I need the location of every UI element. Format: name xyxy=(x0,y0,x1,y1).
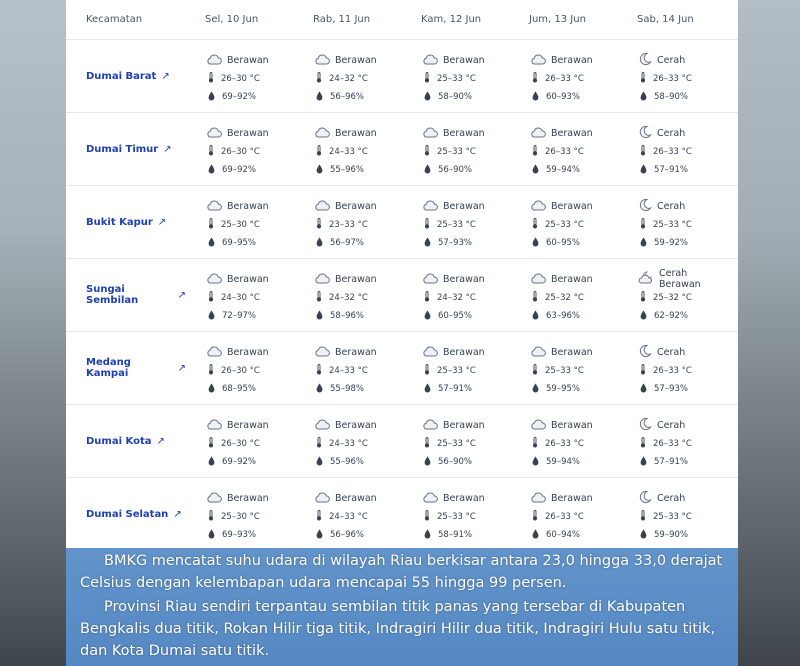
forecast-cell xyxy=(618,113,726,185)
temperature-range: 26–33 °C xyxy=(653,147,692,157)
cloud-icon xyxy=(530,126,546,141)
cloud-icon xyxy=(422,345,438,360)
humidity-drop-icon xyxy=(208,91,215,104)
forecast-cell xyxy=(510,40,618,112)
thermometer-icon xyxy=(640,364,646,378)
forecast-cell xyxy=(402,40,510,112)
humidity-range: 60–94% xyxy=(546,530,580,540)
external-link-icon[interactable]: ↗ xyxy=(173,509,182,520)
forecast-cell xyxy=(294,40,402,112)
weather-condition: Berawan xyxy=(335,54,377,66)
forecast-cell xyxy=(618,186,726,258)
humidity-range: 60–93% xyxy=(546,92,580,102)
cloud-icon xyxy=(314,345,330,360)
weather-condition: Berawan xyxy=(551,127,593,139)
forecast-cell xyxy=(618,405,726,477)
cloud-icon xyxy=(314,126,330,141)
column-header-day: Kam, 12 Jun xyxy=(421,14,482,25)
moon-icon xyxy=(638,198,652,215)
humidity-drop-icon xyxy=(208,456,215,469)
thermometer-icon xyxy=(316,72,322,86)
thermometer-icon xyxy=(532,510,538,524)
weather-condition: Berawan xyxy=(551,492,593,504)
forecast-cell xyxy=(402,186,510,258)
weather-condition: Berawan xyxy=(443,200,485,212)
cloud-icon xyxy=(206,272,222,287)
cloud-icon xyxy=(530,272,546,287)
weather-condition: Cerah xyxy=(657,346,686,358)
humidity-drop-icon xyxy=(316,310,323,323)
cloud-icon xyxy=(206,199,222,214)
weather-condition: Cerah xyxy=(657,419,686,431)
cloud-icon xyxy=(422,418,438,433)
humidity-drop-icon xyxy=(316,237,323,250)
background-photo-left xyxy=(0,0,66,666)
external-link-icon[interactable]: ↗ xyxy=(177,362,186,374)
weather-condition: Berawan xyxy=(551,200,593,212)
weather-condition: Berawan xyxy=(335,346,377,358)
forecast-cell xyxy=(294,259,402,331)
thermometer-icon xyxy=(424,72,430,86)
district-name[interactable]: Medang Kampai xyxy=(86,357,131,379)
district-link[interactable] xyxy=(66,186,186,258)
humidity-range: 69–92% xyxy=(222,165,256,175)
humidity-range: 59–92% xyxy=(654,238,688,248)
district-name[interactable]: Dumai Selatan xyxy=(86,509,169,520)
temperature-range: 26–30 °C xyxy=(221,147,260,157)
temperature-range: 25–33 °C xyxy=(437,74,476,84)
humidity-drop-icon xyxy=(640,237,647,250)
temperature-range: 25–32 °C xyxy=(653,293,692,303)
thermometer-icon xyxy=(424,364,430,378)
thermometer-icon xyxy=(532,291,538,305)
district-link[interactable] xyxy=(66,478,186,551)
humidity-range: 57–93% xyxy=(438,238,472,248)
cloud-icon xyxy=(422,491,438,506)
humidity-drop-icon xyxy=(316,164,323,177)
weather-condition: Berawan xyxy=(443,419,485,431)
humidity-drop-icon xyxy=(532,237,539,250)
thermometer-icon xyxy=(316,510,322,524)
temperature-range: 24–33 °C xyxy=(329,512,368,522)
table-row xyxy=(66,405,738,478)
humidity-drop-icon xyxy=(424,310,431,323)
weather-condition: Berawan xyxy=(551,273,593,285)
cloud-icon xyxy=(530,418,546,433)
column-header-day: Sab, 14 Jun xyxy=(637,14,694,25)
cloud-icon xyxy=(530,491,546,506)
humidity-range: 58–91% xyxy=(438,530,472,540)
cloud-icon xyxy=(206,345,222,360)
humidity-drop-icon xyxy=(208,310,215,323)
humidity-range: 58–90% xyxy=(654,92,688,102)
table-body xyxy=(66,40,738,551)
forecast-cell xyxy=(510,332,618,404)
weather-condition: Berawan xyxy=(443,492,485,504)
forecast-cell xyxy=(294,332,402,404)
cloud-icon xyxy=(530,345,546,360)
thermometer-icon xyxy=(316,218,322,232)
weather-condition: Berawan xyxy=(335,273,377,285)
humidity-range: 59–94% xyxy=(546,165,580,175)
thermometer-icon xyxy=(316,437,322,451)
weather-condition: Berawan xyxy=(551,346,593,358)
humidity-drop-icon xyxy=(208,164,215,177)
humidity-drop-icon xyxy=(532,310,539,323)
external-link-icon[interactable]: ↗ xyxy=(161,70,170,82)
humidity-drop-icon xyxy=(640,529,647,542)
forecast-cell xyxy=(186,332,294,404)
district-name[interactable]: Sungai Sembilan xyxy=(86,284,139,306)
forecast-cell xyxy=(402,332,510,404)
humidity-drop-icon xyxy=(316,456,323,469)
temperature-range: 25–33 °C xyxy=(437,366,476,376)
column-header-day: Jum, 13 Jun xyxy=(529,14,586,25)
temperature-range: 26–33 °C xyxy=(545,74,584,84)
humidity-drop-icon xyxy=(532,91,539,104)
weather-condition: Berawan xyxy=(443,273,485,285)
humidity-range: 59–90% xyxy=(654,530,688,540)
weather-condition: Berawan xyxy=(227,200,269,212)
cloud-icon xyxy=(314,53,330,68)
cloud-icon xyxy=(422,199,438,214)
district-link[interactable] xyxy=(66,332,186,404)
weather-condition: Berawan xyxy=(227,492,269,504)
humidity-range: 58–90% xyxy=(438,92,472,102)
weather-condition: Berawan xyxy=(443,54,485,66)
humidity-range: 60–95% xyxy=(438,311,472,321)
humidity-drop-icon xyxy=(640,310,647,323)
humidity-drop-icon xyxy=(640,91,647,104)
humidity-drop-icon xyxy=(316,383,323,396)
forecast-cell xyxy=(510,186,618,258)
district-link[interactable] xyxy=(66,259,186,331)
thermometer-icon xyxy=(424,145,430,159)
temperature-range: 26–30 °C xyxy=(221,74,260,84)
thermometer-icon xyxy=(316,291,322,305)
temperature-range: 26–30 °C xyxy=(221,366,260,376)
humidity-range: 68–95% xyxy=(222,384,256,394)
humidity-drop-icon xyxy=(424,237,431,250)
district-name[interactable]: Dumai Kota xyxy=(86,435,152,447)
humidity-range: 56–96% xyxy=(330,92,364,102)
thermometer-icon xyxy=(208,510,214,524)
table-row xyxy=(66,259,738,332)
external-link-icon[interactable]: ↗ xyxy=(163,143,172,155)
cloud-icon xyxy=(206,491,222,506)
humidity-range: 58–96% xyxy=(330,311,364,321)
thermometer-icon xyxy=(208,145,214,159)
humidity-range: 60–95% xyxy=(546,238,580,248)
forecast-cell xyxy=(294,113,402,185)
temperature-range: 26–33 °C xyxy=(653,366,692,376)
humidity-drop-icon xyxy=(532,383,539,396)
humidity-drop-icon xyxy=(424,91,431,104)
weather-condition: Berawan xyxy=(227,346,269,358)
moon-icon xyxy=(638,417,652,434)
humidity-range: 69–93% xyxy=(222,530,256,540)
thermometer-icon xyxy=(316,145,322,159)
cloud-moon-icon xyxy=(638,271,654,287)
humidity-range: 56–96% xyxy=(330,530,364,540)
thermometer-icon xyxy=(424,218,430,232)
column-header-kecamatan: Kecamatan xyxy=(86,14,143,25)
humidity-range: 56–90% xyxy=(438,457,472,467)
humidity-range: 63–96% xyxy=(546,311,580,321)
forecast-cell xyxy=(402,113,510,185)
forecast-cell xyxy=(186,405,294,477)
forecast-cell xyxy=(294,478,402,551)
caption-paragraph-2 xyxy=(66,596,738,662)
temperature-range: 25–33 °C xyxy=(653,512,692,522)
humidity-range: 69–92% xyxy=(222,92,256,102)
humidity-range: 59–94% xyxy=(546,457,580,467)
caption-text-2: Provinsi Riau sendiri terpantau sembilan titik panas yang tersebar di Kabupaten Bengkalis dua titik, Rokan Hilir tiga titik, Indragiri Hilir dua titik, Indragiri Hulu satu titik, dan Kota Dumai satu titik. xyxy=(80,599,716,659)
thermometer-icon xyxy=(316,364,322,378)
caption-text-1: BMKG mencatat suhu udara di wilayah Riau berkisar antara 23,0 hingga 33,0 derajat Celsius dengan kelembapan udara mencapai 55 hingga 99 persen. xyxy=(80,553,723,591)
humidity-range: 59–95% xyxy=(546,384,580,394)
cloud-icon xyxy=(422,126,438,141)
caption-paragraph-1 xyxy=(66,550,738,594)
cloud-icon xyxy=(206,53,222,68)
humidity-drop-icon xyxy=(532,164,539,177)
humidity-drop-icon xyxy=(208,237,215,250)
humidity-range: 69–92% xyxy=(222,457,256,467)
weather-condition: Berawan xyxy=(443,346,485,358)
table-row xyxy=(66,113,738,186)
humidity-drop-icon xyxy=(424,383,431,396)
weather-condition: Cerah xyxy=(657,200,686,212)
temperature-range: 26–33 °C xyxy=(545,147,584,157)
humidity-drop-icon xyxy=(316,91,323,104)
cloud-icon xyxy=(314,491,330,506)
temperature-range: 24–33 °C xyxy=(329,147,368,157)
weather-condition: Berawan xyxy=(335,492,377,504)
district-name[interactable]: Dumai Timur xyxy=(86,143,159,155)
thermometer-icon xyxy=(532,364,538,378)
humidity-drop-icon xyxy=(640,456,647,469)
humidity-range: 57–91% xyxy=(654,457,688,467)
forecast-cell xyxy=(510,405,618,477)
forecast-cell xyxy=(510,478,618,551)
table-row xyxy=(66,40,738,113)
forecast-cell xyxy=(186,259,294,331)
forecast-cell xyxy=(618,40,726,112)
column-header-day: Sel, 10 Jun xyxy=(205,14,259,25)
humidity-drop-icon xyxy=(424,456,431,469)
humidity-range: 56–97% xyxy=(330,238,364,248)
forecast-cell xyxy=(186,478,294,551)
weather-condition: Cerah Berawan xyxy=(659,268,701,290)
humidity-range: 57–93% xyxy=(654,384,688,394)
moon-icon xyxy=(638,52,652,69)
thermometer-icon xyxy=(532,72,538,86)
weather-condition: Berawan xyxy=(227,127,269,139)
temperature-range: 23–33 °C xyxy=(329,220,368,230)
district-link[interactable] xyxy=(66,40,186,112)
district-link[interactable] xyxy=(66,113,186,185)
weather-condition: Berawan xyxy=(227,273,269,285)
table-row xyxy=(66,186,738,259)
moon-icon xyxy=(638,490,652,507)
humidity-drop-icon xyxy=(532,456,539,469)
forecast-cell xyxy=(510,113,618,185)
cloud-icon xyxy=(314,199,330,214)
humidity-range: 56–90% xyxy=(438,165,472,175)
temperature-range: 26–33 °C xyxy=(653,439,692,449)
moon-icon xyxy=(638,344,652,361)
forecast-cell xyxy=(618,478,726,551)
temperature-range: 24–32 °C xyxy=(329,74,368,84)
weather-condition: Berawan xyxy=(335,200,377,212)
district-name[interactable]: Bukit Kapur xyxy=(86,216,153,228)
thermometer-icon xyxy=(532,145,538,159)
temperature-range: 25–33 °C xyxy=(437,439,476,449)
thermometer-icon xyxy=(640,510,646,524)
thermometer-icon xyxy=(640,437,646,451)
forecast-cell xyxy=(402,478,510,551)
forecast-cell xyxy=(294,405,402,477)
cloud-icon xyxy=(314,418,330,433)
table-row xyxy=(66,478,738,551)
thermometer-icon xyxy=(532,437,538,451)
forecast-cell xyxy=(294,186,402,258)
weather-condition: Berawan xyxy=(551,54,593,66)
weather-condition: Berawan xyxy=(551,419,593,431)
humidity-range: 62–92% xyxy=(654,311,688,321)
forecast-cell xyxy=(402,259,510,331)
temperature-range: 25–33 °C xyxy=(653,220,692,230)
thermometer-icon xyxy=(208,218,214,232)
temperature-range: 24–32 °C xyxy=(437,293,476,303)
temperature-range: 25–33 °C xyxy=(437,147,476,157)
temperature-range: 24–33 °C xyxy=(329,439,368,449)
weather-condition: Berawan xyxy=(227,54,269,66)
cloud-icon xyxy=(422,272,438,287)
forecast-cell xyxy=(618,259,726,331)
weather-condition: Cerah xyxy=(657,492,686,504)
weather-condition: Cerah xyxy=(657,127,686,139)
forecast-cell xyxy=(186,40,294,112)
column-header-day: Rab, 11 Jun xyxy=(313,14,371,25)
cloud-icon xyxy=(530,53,546,68)
temperature-range: 25–33 °C xyxy=(437,220,476,230)
district-link[interactable] xyxy=(66,405,186,477)
thermometer-icon xyxy=(208,72,214,86)
thermometer-icon xyxy=(640,218,646,232)
weather-condition: Berawan xyxy=(443,127,485,139)
temperature-range: 24–30 °C xyxy=(221,293,260,303)
temperature-range: 25–33 °C xyxy=(437,512,476,522)
external-link-icon[interactable]: ↗ xyxy=(157,216,167,228)
humidity-range: 57–91% xyxy=(654,165,688,175)
cloud-icon xyxy=(422,53,438,68)
forecast-cell xyxy=(186,186,294,258)
temperature-range: 25–33 °C xyxy=(545,220,584,230)
thermometer-icon xyxy=(640,291,646,305)
temperature-range: 25–32 °C xyxy=(545,293,584,303)
thermometer-icon xyxy=(532,218,538,232)
weather-condition: Berawan xyxy=(335,127,377,139)
moon-icon xyxy=(638,125,652,142)
temperature-range: 25–33 °C xyxy=(545,366,584,376)
temperature-range: 26–33 °C xyxy=(545,439,584,449)
weather-condition: Cerah xyxy=(657,54,686,66)
humidity-drop-icon xyxy=(424,164,431,177)
external-link-icon[interactable]: ↗ xyxy=(177,289,186,301)
cloud-icon xyxy=(530,199,546,214)
thermometer-icon xyxy=(208,364,214,378)
humidity-drop-icon xyxy=(208,383,215,396)
humidity-drop-icon xyxy=(640,164,647,177)
cloud-icon xyxy=(314,272,330,287)
humidity-range: 57–91% xyxy=(438,384,472,394)
humidity-drop-icon xyxy=(208,529,215,542)
temperature-range: 26–33 °C xyxy=(653,74,692,84)
external-link-icon[interactable]: ↗ xyxy=(156,435,165,447)
background-photo-right xyxy=(738,0,800,666)
forecast-cell xyxy=(618,332,726,404)
thermometer-icon xyxy=(640,72,646,86)
temperature-range: 26–30 °C xyxy=(221,439,260,449)
humidity-range: 55–98% xyxy=(330,384,364,394)
table-header xyxy=(66,0,738,40)
forecast-table xyxy=(66,0,738,548)
thermometer-icon xyxy=(424,291,430,305)
humidity-range: 72–97% xyxy=(222,311,256,321)
humidity-drop-icon xyxy=(532,529,539,542)
district-name[interactable]: Dumai Barat xyxy=(86,70,157,82)
temperature-range: 25–30 °C xyxy=(221,220,260,230)
temperature-range: 24–32 °C xyxy=(329,293,368,303)
temperature-range: 25–30 °C xyxy=(221,512,260,522)
thermometer-icon xyxy=(424,510,430,524)
humidity-drop-icon xyxy=(424,529,431,542)
forecast-cell xyxy=(510,259,618,331)
table-row xyxy=(66,332,738,405)
thermometer-icon xyxy=(424,437,430,451)
humidity-range: 69–95% xyxy=(222,238,256,248)
temperature-range: 24–33 °C xyxy=(329,366,368,376)
cloud-icon xyxy=(206,418,222,433)
weather-condition: Berawan xyxy=(227,419,269,431)
forecast-cell xyxy=(402,405,510,477)
weather-condition: Berawan xyxy=(335,419,377,431)
temperature-range: 26–33 °C xyxy=(545,512,584,522)
humidity-drop-icon xyxy=(316,529,323,542)
thermometer-icon xyxy=(208,437,214,451)
thermometer-icon xyxy=(208,291,214,305)
forecast-cell xyxy=(186,113,294,185)
thermometer-icon xyxy=(640,145,646,159)
humidity-drop-icon xyxy=(640,383,647,396)
humidity-range: 55–96% xyxy=(330,457,364,467)
humidity-range: 55–96% xyxy=(330,165,364,175)
cloud-icon xyxy=(206,126,222,141)
